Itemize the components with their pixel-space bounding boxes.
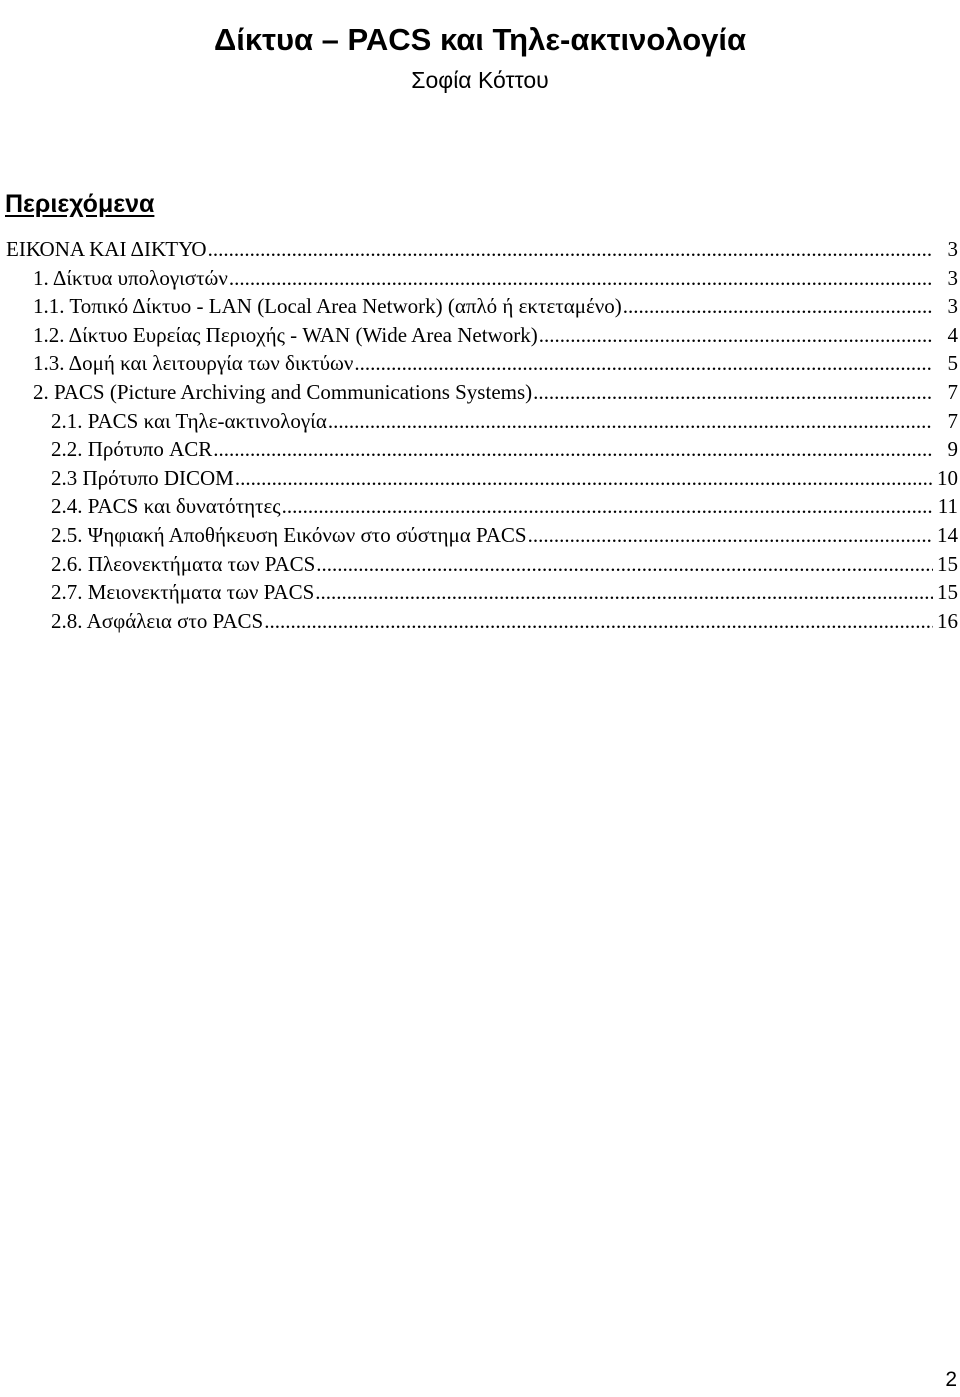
table-of-contents xyxy=(6,235,958,635)
toc-entry-page: 15 xyxy=(937,580,958,605)
toc-leader-dots xyxy=(354,349,933,377)
toc-entry-page: 11 xyxy=(937,494,958,519)
toc-leader-dots xyxy=(208,235,933,263)
toc-entry-page: 7 xyxy=(947,408,958,433)
toc-entry-page: 16 xyxy=(937,608,958,633)
toc-leader-dots xyxy=(528,521,933,549)
toc-entry-title: 1.3. Δομή και λειτουργία των δικτύων xyxy=(33,351,354,376)
toc-entry[interactable] xyxy=(6,521,958,550)
toc-entry[interactable] xyxy=(6,550,958,579)
toc-entry-page: 3 xyxy=(947,265,958,290)
toc-heading: Περιεχόμενα xyxy=(5,189,155,218)
toc-entry-page: 14 xyxy=(937,522,958,547)
toc-entry-title: 2.5. Ψηφιακή Αποθήκευση Εικόνων στο σύστημα PACS xyxy=(51,522,527,547)
toc-leader-dots xyxy=(229,264,933,292)
toc-entry-page: 10 xyxy=(937,465,958,490)
toc-entry-title: 2.6. Πλεονεκτήματα των PACS xyxy=(51,551,316,576)
toc-entry-title: 2.1. PACS και Τηλε-ακτινολογία xyxy=(51,408,327,433)
toc-entry-page: 5 xyxy=(947,351,958,376)
toc-entry[interactable] xyxy=(6,407,958,436)
toc-leader-dots xyxy=(235,464,933,492)
document-author: Σοφία Κόττου xyxy=(411,67,549,93)
toc-entry[interactable] xyxy=(6,492,958,521)
toc-entry-page: 3 xyxy=(947,237,958,261)
toc-leader-dots xyxy=(623,292,933,320)
toc-entry-page: 3 xyxy=(947,294,958,319)
toc-entry[interactable] xyxy=(6,435,958,464)
toc-leader-dots xyxy=(533,378,933,406)
toc-entry[interactable] xyxy=(6,349,958,378)
toc-entry-title: 2.8. Ασφάλεια στο PACS xyxy=(51,608,264,633)
toc-leader-dots xyxy=(316,550,933,578)
toc-entry-page: 7 xyxy=(947,379,958,404)
toc-entry-title: 2.4. PACS και δυνατότητες xyxy=(51,494,281,519)
toc-entry[interactable] xyxy=(6,321,958,350)
toc-entry-page: 4 xyxy=(947,322,958,347)
toc-entry[interactable] xyxy=(6,578,958,607)
toc-entry-title: 2.3 Πρότυπο DICOM xyxy=(51,465,234,490)
document-title: Δίκτυα – PACS και Τηλε-ακτινολογία xyxy=(213,21,747,57)
toc-entry-title: 2. PACS (Picture Archiving and Communications Systems) xyxy=(33,379,533,404)
toc-entry[interactable] xyxy=(6,292,958,321)
toc-entry[interactable] xyxy=(6,378,958,407)
toc-entry[interactable] xyxy=(6,264,958,293)
toc-entry-title: 2.7. Μειονεκτήματα των PACS xyxy=(51,580,315,605)
toc-leader-dots xyxy=(213,435,933,463)
toc-entry-title: 1. Δίκτυα υπολογιστών xyxy=(33,265,228,290)
toc-leader-dots xyxy=(315,578,933,606)
toc-entry-page: 15 xyxy=(937,551,958,576)
toc-leader-dots xyxy=(264,607,933,635)
toc-entry-title: ΕΙΚΟΝΑ ΚΑΙ ΔΙΚΤΥΟ xyxy=(6,237,207,261)
toc-entry-title: 1.2. Δίκτυο Ευρείας Περιοχής - WAN (Wide Area Network) xyxy=(33,322,538,347)
toc-entry[interactable] xyxy=(6,607,958,636)
toc-entry-title: 1.1. Τοπικό Δίκτυο - LAN (Local Area Network) (απλό ή εκτεταμένο) xyxy=(33,294,622,319)
toc-entry-title: 2.2. Πρότυπο ACR xyxy=(51,437,213,462)
toc-entry[interactable] xyxy=(6,464,958,493)
toc-leader-dots xyxy=(282,492,933,520)
toc-entry[interactable] xyxy=(6,235,958,264)
toc-leader-dots xyxy=(539,321,933,349)
toc-leader-dots xyxy=(328,407,933,435)
page-number: 2 xyxy=(945,1368,957,1391)
toc-entry-page: 9 xyxy=(947,437,958,462)
